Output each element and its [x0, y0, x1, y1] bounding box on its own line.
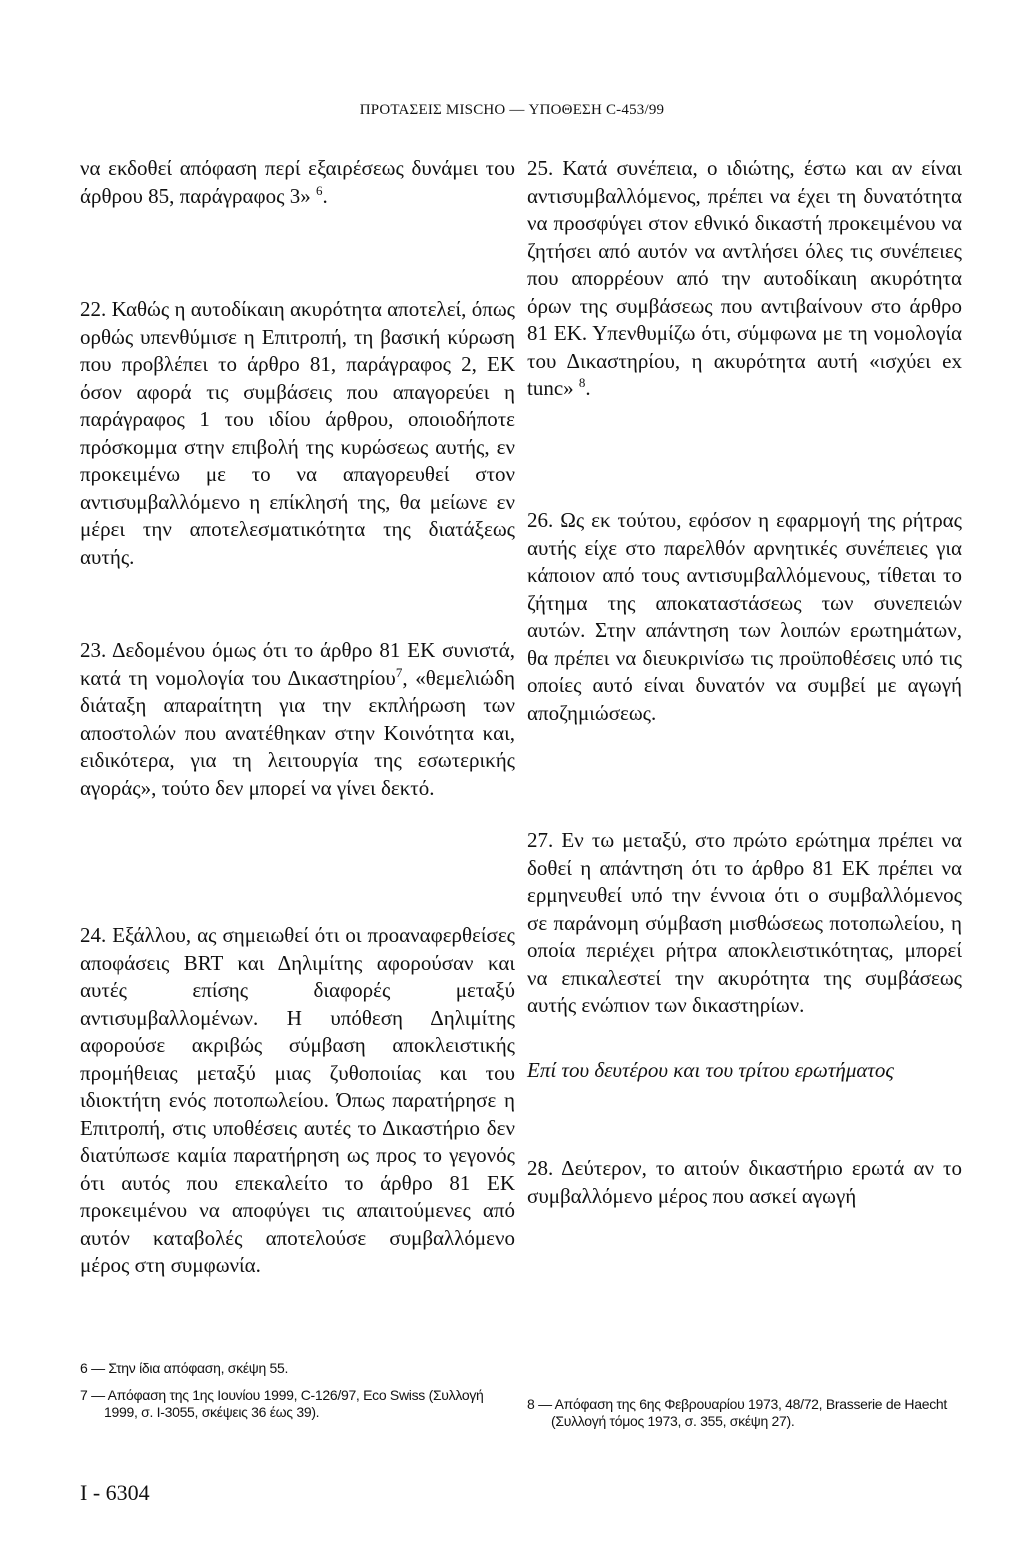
paragraph-27: [527, 827, 962, 1020]
page-number: I - 6304: [80, 1480, 150, 1505]
footnote-number: 8: [527, 1396, 535, 1412]
footnote-text: — Απόφαση της 1ης Ιουνίου 1999, C-126/97, Eco Swiss (Συλλογή 1999, σ. I-3055, σκέψεις 36 έως 39).: [91, 1387, 484, 1420]
paragraph-tail: .: [585, 376, 591, 400]
paragraph-text: 22. Καθώς η αυτοδίκαιη ακυρότητα αποτελεί, όπως ορθώς υπενθύμισε η Επιτροπή, τη βασική κύρωση που προβλέπει το άρθρο 81, παράγραφος 2, ΕΚ όσον αφορά τις συμβάσεις που απαγορεύει η παράγραφος 1 του ιδίου άρθρου, οποιοδήποτε πρόσκομμα στην επιβολή της κυρώσεως αυτής, εν προκειμένω με το να απαγορευθεί στον αντισυμβαλλόμενο η επίκλησή της, θα μείωνε εν μέρει την αποτελεσματικότητα της διατάξεως αυτής.: [80, 297, 515, 569]
footnote-ref[interactable]: 6: [315, 182, 323, 198]
paragraph-23: [80, 637, 515, 802]
footnote-text: — Στην ίδια απόφαση, σκέψη 55.: [91, 1360, 289, 1376]
paragraph-text: 24. Εξάλλου, ας σημειωθεί ότι οι προαναφερθείσες αποφάσεις BRT και Δηλιμίτης αφορούσαν και αυτές επίσης διαφορές μεταξύ αντισυμβαλλομένων. Η υπόθεση Δηλιμίτης αφορούσε ακριβώς σύμβαση αποκλειστικής προμήθειας μεταξύ μιας ζυθοποιίας και του ιδιοκτήτη ενός ποτοπωλείου. Όπως παρατήρησε η Επιτροπή, στις υποθέσεις αυτές το Δικαστήριο δεν διατύπωσε καμία παρατήρηση ως προς το γεγονός ότι αυτός που επεκαλείτο το άρθρο 81 ΕΚ προκειμένου να αποφύγει τις απαιτούμενες από αυτόν καταβολές αποτελούσε συμβαλλόμενο μέρος στη συμφωνία.: [80, 923, 515, 1277]
paragraph-text: 27. Εν τω μεταξύ, στο πρώτο ερώτημα πρέπει να δοθεί η απάντηση ότι το άρθρο 81 ΕΚ πρέπει να ερμηνευθεί υπό την έννοια ότι ο συμβαλλόμενος σε παράνομη σύμβαση μισθώσεως ποτοπωλείου, η οποία περιέχει ρήτρα αποκλειστικότητας, μπορεί να επικαλεστεί την ακυρότητα της συμβάσεως αυτής ενώπιον των δικαστηρίων.: [527, 828, 962, 1017]
footnote-6: [80, 1360, 520, 1377]
paragraph-text: 28. Δεύτερον, το αιτούν δικαστήριο ερωτά αν το συμβαλλόμενο μέρος που ασκεί αγωγή: [527, 1156, 962, 1208]
paragraph-text: να εκδοθεί απόφαση περί εξαιρέσεως δυνάμει του άρθρου 85, παράγραφος 3»: [80, 156, 515, 208]
paragraph-text: 25. Κατά συνέπεια, ο ιδιώτης, έστω και αν είναι αντισυμβαλλόμενος, πρέπει να έχει τη δυνατότητα να προσφύγει στον εθνικό δικαστή προκειμένου να ζητήσει από αυτόν να αντλήσει όλες τις συνέπειες που απορρέουν από την αυτοδίκαιη ακυρότητα όρων της συμβάσεως που αντιβαίνουν στο άρθρο 81 ΕΚ. Υπενθυμίζω ότι, σύμφωνα με τη νομολογία του Δικαστηρίου, η ακυρότητα αυτή «ισχύει ex tunc»: [527, 156, 962, 400]
section-heading: Επί του δευτέρου και του τρίτου ερωτήματος: [527, 1058, 894, 1082]
paragraph-tail: .: [322, 183, 328, 208]
paragraph-text: 23. Δεδομένου όμως ότι το άρθρο 81 ΕΚ συνιστά, κατά τη νομολογία του Δικαστηρίου: [80, 638, 515, 690]
running-title: ΠΡΟΤΑΣΕΙΣ MISCHO — ΥΠΟΘΕΣΗ C-453/99: [359, 102, 665, 118]
footnote-ref[interactable]: 8: [578, 375, 586, 390]
footnote-number: 6: [80, 1360, 88, 1376]
running-header: [0, 102, 1024, 119]
paragraph-text: , «θεμελιώδη διάταξη απαραίτητη για την εκπλήρωση των αποστολών που ανατέθηκαν στην Κοινότητα και, ειδικότερα, για τη λειτουργία της εσωτερικής αγοράς», τούτο δεν μπορεί να γίνει δεκτό.: [80, 665, 515, 800]
footnote-7: [80, 1387, 520, 1421]
paragraph-26: [527, 507, 962, 727]
paragraph-25: [527, 155, 962, 403]
paragraph-continuation: [80, 155, 515, 210]
paragraph-28: [527, 1155, 962, 1210]
footnote-8: [527, 1396, 967, 1430]
paragraph-24: [80, 922, 515, 1280]
footnote-ref[interactable]: 7: [395, 664, 403, 680]
paragraph-text: 26. Ως εκ τούτου, εφόσον η εφαρμογή της ρήτρας αυτής είχε στο παρελθόν αρνητικές συνέπειες για κάποιον από τους αντισυμβαλλόμενους, τίθεται το ζήτημα της αποκαταστάσεως των συνεπειών αυτών. Στην απάντηση των λοιπών ερωτημάτων, θα πρέπει να διευκρινίσω τις προϋποθέσεις υπό τις οποίες αυτό είναι δυνατόν να συμβεί με αγωγή αποζημιώσεως.: [527, 508, 962, 725]
footnote-number: 7: [80, 1387, 88, 1403]
footnote-text: — Απόφαση της 6ης Φεβρουαρίου 1973, 48/72, Brasserie de Haecht (Συλλογή τόμος 1973, σ. 355, σκέψη 27).: [538, 1396, 947, 1429]
paragraph-22: [80, 296, 515, 571]
